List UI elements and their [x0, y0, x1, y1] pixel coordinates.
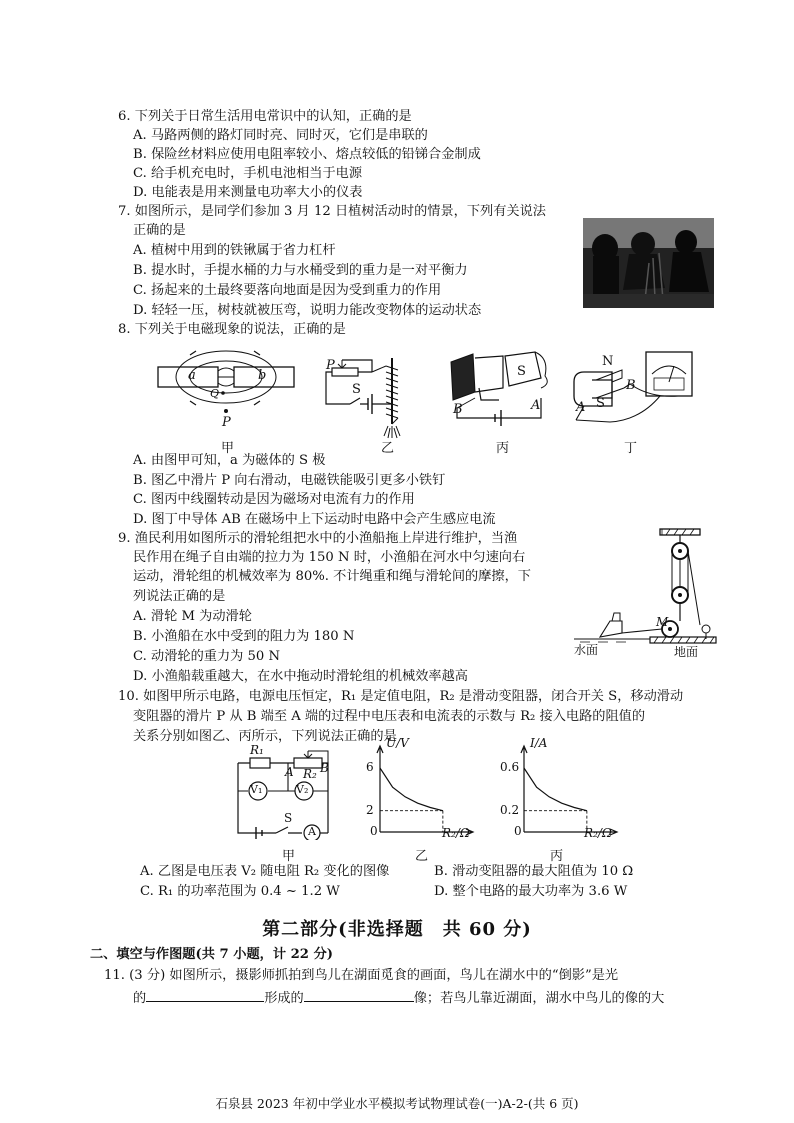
q9-option-a: A. 滑轮 M 为动滑轮: [133, 609, 252, 624]
q8-option-a: A. 由图甲可知，a 为磁体的 S 极: [133, 453, 326, 468]
q11-line1: 11. (3 分) 如图所示，摄影师抓拍到鸟儿在湖面觅食的画面，鸟儿在湖水中的“倒影”是光: [104, 968, 619, 983]
q11-text-c: 像；若鸟儿靠近湖面，湖水中鸟儿的像的大: [413, 991, 665, 1006]
chart-bing-y-axis: [521, 746, 527, 832]
q9-option-c: C. 动滑轮的重力为 50 N: [133, 649, 281, 664]
q11-blank-2[interactable]: [304, 988, 414, 1002]
q10-label-v1: V₁: [250, 783, 263, 796]
q8-figure-bing: [445, 348, 555, 428]
q9-pulley-figure: [570, 525, 718, 660]
section-2-heading: 二、填空与作图题(共 7 小题，计 22 分): [90, 947, 333, 962]
q9-label-ground: 地面: [674, 645, 699, 659]
chart-yi-tick-6: 6: [366, 760, 374, 774]
chart-bing-tick-0.2: 0.2: [500, 802, 520, 817]
q8-bing-label-b: B: [453, 402, 463, 417]
q10-chart-bing: [498, 736, 624, 845]
q9-option-b: B. 小渔船在水中受到的阻力为 180 N: [133, 629, 355, 644]
q10-stem-line2: 变阻器的滑片 P 从 B 端至 A 端的过程中电压表和电流表的示数与 R₂ 接入电路的阻值的: [133, 709, 646, 724]
q9-stem-line2: 民作用在绳子自由端的拉力为 150 N 时，小渔船在河水中匀速向右: [133, 550, 526, 565]
q7-stem-line2: 正确的是: [133, 223, 186, 238]
q10-label-r1: R₁: [250, 743, 264, 757]
q7-stem-line1: 7. 如图所示，是同学们参加 3 月 12 日植树活动时的情景，下列有关说法: [118, 204, 546, 219]
q8-ding-label-s: S: [596, 396, 605, 411]
q8-jia-label-q: Q: [210, 387, 220, 400]
q7-option-c: C. 扬起来的土最终要落向地面是因为受到重力的作用: [133, 283, 442, 298]
q10-fig-label-bing: 丙: [550, 849, 564, 864]
chart-yi-ylabel: U/V: [386, 736, 409, 750]
q11-line2: [133, 988, 664, 1007]
q8-figure-jia: [150, 345, 300, 435]
q8-fig-label-ding: 丁: [624, 441, 638, 456]
q10-fig-label-yi: 乙: [415, 849, 429, 864]
q8-figure-ding: [570, 348, 710, 428]
q10-option-b: B. 滑动变阻器的最大阻值为 10 Ω: [434, 864, 634, 879]
q8-ding-label-a: A: [576, 400, 586, 415]
q8-fig-label-yi: 乙: [381, 441, 395, 456]
q10-option-a: A. 乙图是电压表 V₂ 随电阻 R₂ 变化的图像: [140, 864, 390, 879]
q6-option-c: C. 给手机充电时，手机电池相当于电源: [133, 166, 363, 181]
page-footer: 石泉县 2023 年初中学业水平模拟考试物理试卷(一)A-2-(共 6 页): [215, 1096, 579, 1111]
q10-option-c: C. R₁ 的功率范围为 0.4 ~ 1.2 W: [140, 884, 340, 899]
q8-option-d: D. 图丁中导体 AB 在磁场中上下运动时电路中会产生感应电流: [133, 512, 496, 527]
q9-option-d: D. 小渔船载重越大，在水中拖动时滑轮组的机械效率越高: [133, 669, 468, 684]
q7-option-b: B. 提水时，手提水桶的力与水桶受到的重力是一对平衡力: [133, 263, 468, 278]
q8-option-c: C. 图丙中线圈转动是因为磁场对电流有力的作用: [133, 492, 415, 507]
chart-bing-curve: [524, 768, 587, 811]
q10-label-a: A: [285, 765, 294, 779]
q8-bing-label-a: A: [531, 398, 541, 413]
q8-bing-label-s: S: [517, 364, 526, 379]
q6-option-b: B. 保险丝材料应使用电阻率较小、熔点较低的铅锑合金制成: [133, 147, 481, 162]
q7-option-d: D. 轻轻一压，树枝就被压弯，说明力能改变物体的运动状态: [133, 303, 482, 318]
q9-stem-line4: 列说法正确的是: [133, 589, 226, 604]
chart-bing-tick-0.6: 0.6: [500, 760, 520, 774]
q10-circuit-figure: [228, 745, 348, 840]
chart-yi-tick-2: 2: [366, 802, 374, 817]
chart-bing-origin: 0: [514, 824, 522, 838]
q6-stem: 6. 下列关于日常生活用电常识中的认知，正确的是: [118, 109, 412, 124]
chart-bing-xlabel: R₂/Ω: [584, 826, 612, 840]
part2-title: 第二部分(非选择题 共 60 分): [262, 919, 532, 940]
chart-yi-y-axis: [377, 746, 383, 832]
q8-fig-label-bing: 丙: [496, 441, 510, 456]
q8-ding-label-n: N: [602, 354, 614, 369]
q8-fig-label-jia: 甲: [221, 441, 235, 456]
q10-stem-line1: 10. 如图甲所示电路，电源电压恒定，R₁ 是定值电阻，R₂ 是滑动变阻器，闭合开关 S，移动滑动: [118, 689, 684, 704]
chart-bing-ylabel: I/A: [530, 736, 548, 750]
q10-label-v2: V₂: [296, 783, 309, 796]
q9-label-water: 水面: [574, 643, 599, 657]
q10-option-d: D. 整个电路的最大功率为 3.6 W: [434, 884, 628, 899]
q10-label-s: S: [284, 811, 293, 825]
q10-label-ammeter: A: [308, 825, 316, 838]
tree-planting-photo: [583, 218, 714, 308]
q10-fig-label-jia: 甲: [282, 849, 296, 864]
q10-label-r2: R₂: [303, 767, 317, 781]
q8-jia-label-p: P: [222, 415, 231, 430]
q10-chart-yi: [360, 736, 480, 845]
q8-yi-label-s: S: [352, 382, 361, 397]
q8-yi-label-p: P: [326, 358, 335, 373]
q8-stem: 8. 下列关于电磁现象的说法，正确的是: [118, 322, 346, 337]
q6-option-d: D. 电能表是用来测量电功率大小的仪表: [133, 185, 363, 200]
q8-jia-label-b: b: [258, 368, 267, 383]
q11-text-a: 的: [133, 991, 147, 1006]
q6-option-a: A. 马路两侧的路灯同时亮、同时灭，它们是串联的: [133, 128, 428, 143]
q9-stem-line3: 运动，滑轮组的机械效率为 80%. 不计绳重和绳与滑轮间的摩擦，下: [133, 569, 531, 584]
chart-yi-xlabel: R₂/Ω: [442, 826, 470, 840]
q10-stem-line3: 关系分别如图乙、丙所示，下列说法正确的是: [133, 729, 397, 744]
q11-text-b: 形成的: [264, 991, 304, 1006]
q10-label-b: B: [320, 761, 329, 775]
q9-stem-line1: 9. 渔民利用如图所示的滑轮组把水中的小渔船拖上岸进行维护，当渔: [118, 531, 518, 546]
q8-figure-yi: [322, 352, 414, 440]
q7-option-a: A. 植树中用到的铁锹属于省力杠杆: [133, 243, 336, 258]
q9-label-m: M: [656, 615, 669, 629]
q8-option-b: B. 图乙中滑片 P 向右滑动，电磁铁能吸引更多小铁钉: [133, 473, 446, 488]
chart-yi-origin: 0: [370, 824, 378, 838]
q11-blank-1[interactable]: [146, 988, 264, 1002]
q8-jia-label-a: a: [188, 368, 196, 383]
q8-ding-label-b: B: [626, 378, 636, 393]
chart-yi-curve: [380, 768, 443, 811]
